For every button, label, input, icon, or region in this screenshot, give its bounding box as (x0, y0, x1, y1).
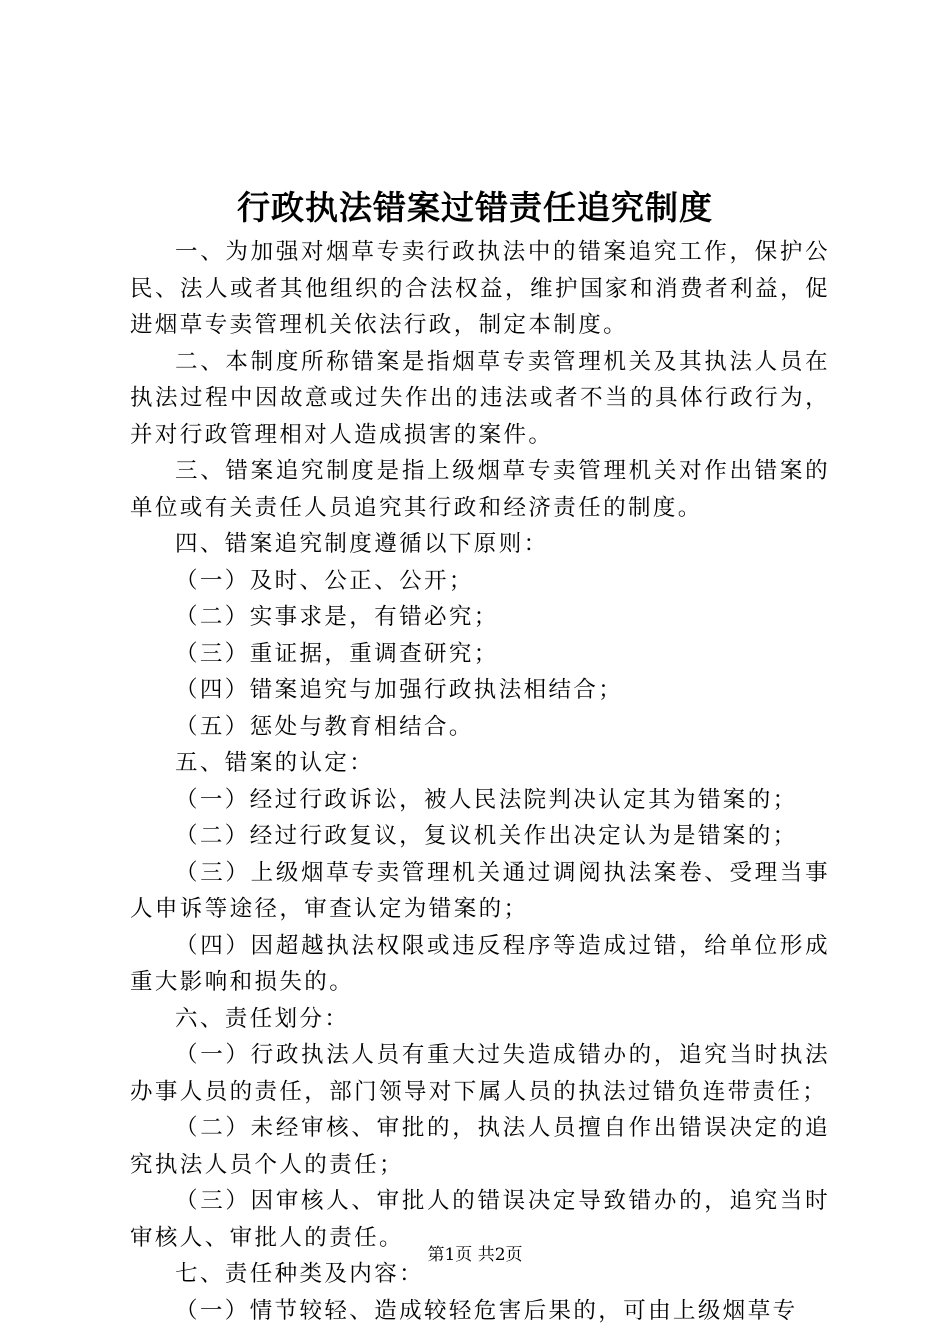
list-item: （二）经过行政复议，复议机关作出决定认为是错案的； (175, 823, 798, 849)
list-item: （一）情节较轻、造成较轻危害后果的，可由上级烟草专 (175, 1297, 798, 1324)
list-item: （三）重证据，重调查研究； (175, 640, 499, 667)
paragraph-3: 三、错案追究制度是指上级烟草专卖管理机关对作出错案的单位或有关责任人员追究其行政和经济责任的制度。 (130, 458, 830, 521)
list-item: （一）及时、公正、公开； (175, 567, 474, 594)
list-item: （三）因审核人、审批人的错误决定导致错办的，追究当时审核人、审批人的责任。 (130, 1188, 830, 1251)
list-item: （一）经过行政诉讼，被人民法院判决认定其为错案的； (175, 786, 798, 813)
paragraph-4: 四、错案追究制度遵循以下原则： (175, 531, 549, 557)
list-item: （二）实事求是，有错必究； (175, 604, 499, 630)
paragraph-7: 七、责任种类及内容： (175, 1261, 425, 1287)
document-body (130, 234, 830, 1329)
list-item: （二）未经审核、审批的，执法人员擅自作出错误决定的追究执法人员个人的责任； (130, 1115, 830, 1178)
paragraph-2: 二、本制度所称错案是指烟草专卖管理机关及其执法人员在执法过程中因故意或过失作出的违法或者不当的具体行政行为，并对行政管理相对人造成损害的案件。 (130, 348, 830, 448)
list-item: （五）惩处与教育相结合。 (175, 713, 474, 740)
document-title: 行政执法错案过错责任追究制度 (237, 188, 713, 227)
page-number: 第1页 共2页 (427, 1245, 523, 1265)
list-item: （三）上级烟草专卖管理机关通过调阅执法案卷、受理当事人申诉等途径，审查认定为错案的； (130, 859, 830, 922)
list-item: （四）错案追究与加强行政执法相结合； (175, 677, 624, 703)
paragraph-1: 一、为加强对烟草专卖行政执法中的错案追究工作，保护公民、法人或者其他组织的合法权益，维护国家和消费者利益，促进烟草专卖管理机关依法行政，制定本制度。 (130, 239, 830, 338)
list-item: （一）行政执法人员有重大过失造成错办的，追究当时执法办事人员的责任，部门领导对下属人员的执法过错负连带责任； (130, 1042, 830, 1105)
paragraph-5: 五、错案的认定： (175, 750, 375, 776)
list-item: （四）因超越执法权限或违反程序等造成过错，给单位形成重大影响和损失的。 (130, 932, 830, 995)
paragraph-6: 六、责任划分： (175, 1005, 350, 1032)
